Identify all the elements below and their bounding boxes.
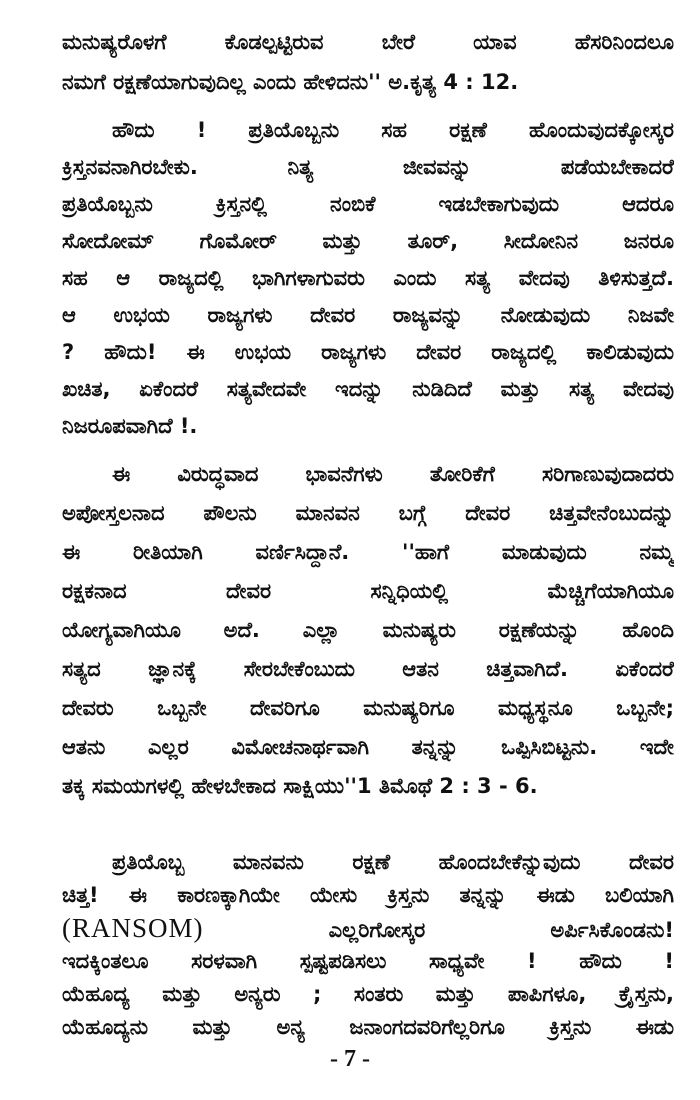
paragraph-3-line-1: ಈ ವಿರುದ್ಧವಾದ ಭಾವನೆಗಳು ತೋರಿಕೆಗೆ ಸರಿಗಾಣುವುದಾದರು [112, 462, 674, 486]
paragraph-4-line-2: ಚಿತ್ತ! ಈ ಕಾರಣಕ್ಕಾಗಿಯೇ ಯೇಸು ಕ್ರಿಸ್ತನು ತನ್ನನ್ನು ಈಡು ಬಲಿಯಾಗಿ [62, 883, 674, 907]
paragraph-2-line-7: ? ಹೌದು! ಈ ಉಭಯ ರಾಜ್ಯಗಳು ದೇವರ ರಾಜ್ಯದಲ್ಲಿ ಕಾಲಿಡುವುದು [62, 340, 674, 364]
paragraph-1-line-2: ನಮಗೆ ರಕ್ಷಣೆಯಾಗುವುದಿಲ್ಲ ಎಂದು ಹೇಳಿದನು'' ಅ.ಕೃತ್ಯ 4 : 12. [62, 70, 519, 94]
paragraph-3-line-3: ಈ ರೀತಿಯಾಗಿ ವರ್ಣಿಸಿದ್ದಾನೆ. ''ಹಾಗೆ ಮಾಡುವುದು ನಮ್ಮ [62, 540, 674, 564]
paragraph-3-line-9: ತಕ್ಕ ಸಮಯಗಳಲ್ಲಿ ಹೇಳಬೇಕಾದ ಸಾಕ್ಷಿಯು''1 ತಿಮೊಥೆ 2 : 3 - 6. [62, 774, 538, 798]
paragraph-4-line-3-rest: ಎಲ್ಲರಿಗೋಸ್ಕರ ಅರ್ಪಿಸಿಕೊಂಡನು! [328, 918, 674, 942]
page-number: - 7 - [330, 1046, 370, 1072]
paragraph-2-line-1: ಹೌದು ! ಪ್ರತಿಯೊಬ್ಬನು ಸಹ ರಕ್ಷಣೆ ಹೊಂದುವುದಕ್ಕೋಸ್ಕರ [112, 118, 674, 142]
paragraph-3-line-2: ಅಪೋಸ್ತಲನಾದ ಪೌಲನು ಮಾನವನ ಬಗ್ಗೆ ದೇವರ ಚಿತ್ತವೇನೆಂಬುದನ್ನು [62, 501, 674, 525]
paragraph-3-line-7: ದೇವರು ಒಬ್ಬನೇ ದೇವರಿಗೂ ಮನುಷ್ಯರಿಗೂ ಮಧ್ಯಸ್ಥನೂ ಒಬ್ಬನೇ; [62, 696, 674, 720]
paragraph-4-line-6: ಯೆಹೂದ್ಯನು ಮತ್ತು ಅನ್ಯ ಜನಾಂಗದವರಿಗೆಲ್ಲರಿಗೂ ಕ್ರಿಸ್ತನು ಈಡು [62, 1015, 674, 1039]
paragraph-4-line-4: ಇದಕ್ಕಿಂತಲೂ ಸರಳವಾಗಿ ಸ್ಪಷ್ಟಪಡಿಸಲು ಸಾಧ್ಯವೇ ! ಹೌದು ! [62, 949, 674, 973]
paragraph-2-line-6: ಆ ಉಭಯ ರಾಜ್ಯಗಳು ದೇವರ ರಾಜ್ಯವನ್ನು ನೋಡುವುದು ನಿಜವೇ [62, 303, 674, 327]
paragraph-3-line-6: ಸತ್ಯದ ಜ್ಞಾನಕ್ಕೆ ಸೇರಬೇಕೆಂಬುದು ಆತನ ಚಿತ್ತವಾಗಿದೆ. ಏಕೆಂದರೆ [62, 657, 674, 681]
paragraph-1-line-1: ಮನುಷ್ಯರೊಳಗೆ ಕೊಡಲ್ಪಟ್ಟಿರುವ ಬೇರೆ ಯಾವ ಹೆಸರಿನಿಂದಲೂ [62, 30, 674, 54]
paragraph-2-line-5: ಸಹ ಆ ರಾಜ್ಯದಲ್ಲಿ ಭಾಗಿಗಳಾಗುವರು ಎಂದು ಸತ್ಯ ವೇದವು ತಿಳಿಸುತ್ತದೆ. [62, 266, 674, 290]
ransom-word: (RANSOM) [62, 913, 204, 943]
paragraph-2-line-9: ನಿಜರೂಪವಾಗಿದೆ !. [62, 414, 198, 438]
paragraph-3-line-8: ಆತನು ಎಲ್ಲರ ವಿಮೋಚನಾರ್ಥವಾಗಿ ತನ್ನನ್ನು ಒಪ್ಪಿಸಿಬಿಟ್ಟನು. ಇದೇ [62, 735, 674, 759]
paragraph-2-line-3: ಪ್ರತಿಯೊಬ್ಬನು ಕ್ರಿಸ್ತನಲ್ಲಿ ನಂಬಿಕೆ ಇಡಬೇಕಾಗುವುದು ಆದರೂ [62, 192, 674, 216]
paragraph-2-line-2: ಕ್ರಿಸ್ತನವನಾಗಿರಬೇಕು. ನಿತ್ಯ ಜೀವವನ್ನು ಪಡೆಯಬೇಕಾದರೆ [62, 155, 674, 179]
paragraph-4-line-1: ಪ್ರತಿಯೊಬ್ಬ ಮಾನವನು ರಕ್ಷಣೆ ಹೊಂದಬೇಕೆನ್ನುವುದು ದೇವರ [112, 850, 674, 874]
paragraph-3-line-5: ಯೋಗ್ಯವಾಗಿಯೂ ಅದೆ. ಎಲ್ಲಾ ಮನುಷ್ಯರು ರಕ್ಷಣೆಯನ್ನು ಹೊಂದಿ [62, 618, 674, 642]
paragraph-2-line-4: ಸೋದೋಮ್ ಗೊಮೋರ್ ಮತ್ತು ತೂರ್, ಸೀದೋನಿನ ಜನರೂ [62, 229, 674, 253]
paragraph-2-line-8: ಖಚಿತ, ಏಕೆಂದರೆ ಸತ್ಯವೇದವೇ ಇದನ್ನು ನುಡಿದಿದೆ ಮತ್ತು ಸತ್ಯ ವೇದವು [62, 377, 674, 401]
paragraph-4-line-5: ಯೆಹೂದ್ಯ ಮತ್ತು ಅನ್ಯರು ; ಸಂತರು ಮತ್ತು ಪಾಪಿಗಳೂ, ಕ್ರೈಸ್ತನು, [62, 982, 674, 1006]
paragraph-4-line-3 [62, 912, 674, 945]
paragraph-3-line-4: ರಕ್ಷಕನಾದ ದೇವರ ಸನ್ನಿಧಿಯಲ್ಲಿ ಮೆಚ್ಚಿಗೆಯಾಗಿಯೂ [62, 579, 674, 603]
